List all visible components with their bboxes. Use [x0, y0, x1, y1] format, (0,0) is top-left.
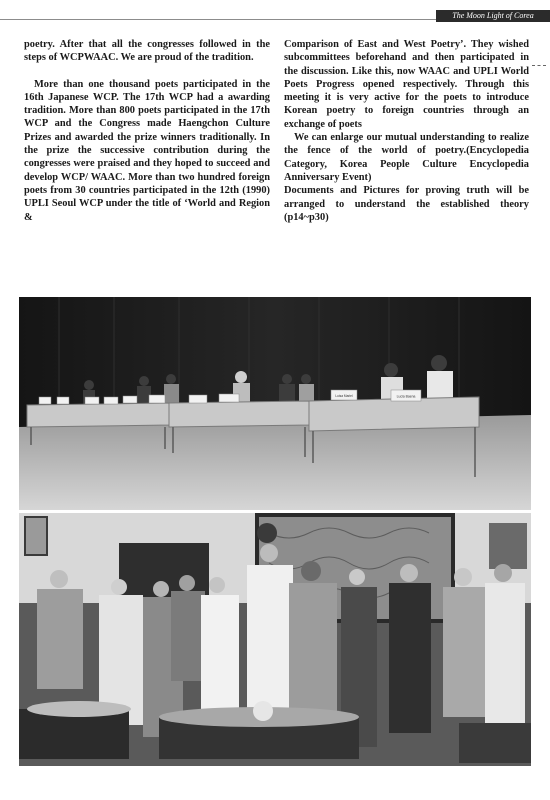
name-card-label: Luisa Mariel: [335, 394, 353, 398]
name-card-label: Lucia Baena: [396, 394, 416, 399]
paragraph: Documents and Pictures for proving truth will be arranged to understand the established theory (p14~p30): [284, 185, 529, 223]
running-title: The Moon Light of Corea: [436, 10, 550, 22]
paragraph: poetry. After that all the congresses followed in the steps of WCPWAAC. We are proud of the tradition.: [24, 39, 270, 64]
group-photo-illustration: [19, 513, 531, 766]
group-photo: [19, 513, 531, 766]
paragraph: More than one thousand poets participated in the 16th Japanese WCP. The 17th WCP had a awarding tradition. More than 800 poets participated in the 17th WCP and the Congress made Haengchon Culture Prizes and awarded the prize winners traditionally. In the prize the successive contribution during the congresses were praised and they hoped to succeed and develop WCP/ WAAC. More than two hundred foreign poets from 30 countries participated in the 12th (1990) UPLI Seoul WCP under the title of ‘World and Region &: [24, 78, 270, 223]
paragraph: We can enlarge our mutual understanding to realize the fence of the world of poetry.(Encyclopedia Category, Korea People Culture Encyclopedia Anniversary Event): [284, 132, 529, 183]
panel-photo: [19, 297, 531, 510]
left-text-column: [24, 38, 270, 224]
margin-mark: [532, 65, 546, 67]
paragraph: Comparison of East and West Poetry’. They wished subcommittees beforehand and then participated in the discussion. Like this, now WAAC and UPLI World Poets Progress opened respectively. Through this meeting it is very active for the poets to introduce Korean poetry to foreign countries through an exchange of poets: [284, 39, 529, 130]
right-text-column: [284, 38, 529, 224]
panel-photo-illustration: [19, 297, 531, 510]
